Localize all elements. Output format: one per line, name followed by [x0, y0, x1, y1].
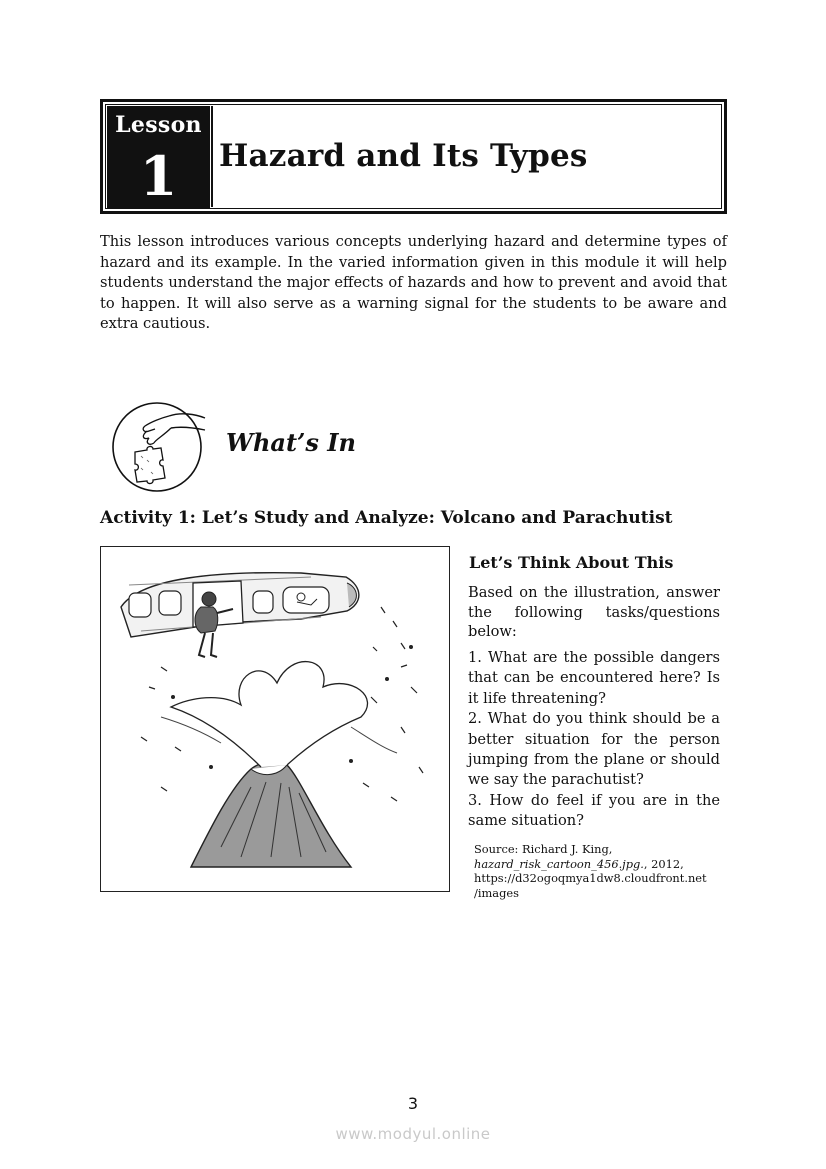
intro-paragraph: This lesson introduces various concepts underlying hazard and determine types of hazard and its example. In the varied information given in this module it will help students understand the major effects of hazards and how to prevent and avoid that to happen. It will also serve as a warning signal for the students to be aware and extra cautious. — [100, 233, 727, 333]
think-heading: Let’s Think About This — [469, 553, 674, 572]
page-number: 3 — [407, 1094, 419, 1113]
question-list — [468, 648, 720, 832]
lesson-badge — [107, 106, 210, 209]
lesson-label: Lesson — [115, 112, 202, 138]
think-intro: Based on the illustration, answer the following tasks/questions below: — [468, 584, 720, 640]
volcano-parachutist-illustration — [100, 546, 450, 892]
whats-in-title: What’s In — [226, 428, 356, 457]
question-item: 3. How do feel if you are in the same situation? — [468, 791, 720, 830]
watermark: www.modyul.online — [335, 1125, 491, 1143]
lesson-number: 1 — [139, 144, 178, 208]
activity-heading: Activity 1: Let’s Study and Analyze: Volcano and Parachutist — [100, 508, 673, 528]
question-item: 1. What are the possible dangers that can be encountered here? Is it life threatening? — [468, 649, 720, 707]
hand-puzzle-piece-icon — [111, 400, 207, 494]
lesson-title: Hazard and Its Types — [219, 138, 588, 174]
source-file: hazard_risk_cartoon_456.jpg. — [474, 856, 644, 871]
lesson-header — [100, 99, 727, 214]
question-item: 2. What do you think should be a better situation for the person jumping from the plane or should we say the parachutist? — [468, 710, 720, 789]
source-url-2: /images — [474, 885, 519, 900]
image-source-citation — [474, 842, 724, 900]
source-year: , 2012, — [643, 856, 684, 871]
source-author: Source: Richard J. King, — [474, 842, 613, 856]
source-file-line — [474, 857, 724, 872]
lesson-title-area — [211, 106, 720, 207]
source-url-1: https://d32ogoqmya1dw8.cloudfront.net — [474, 871, 707, 886]
